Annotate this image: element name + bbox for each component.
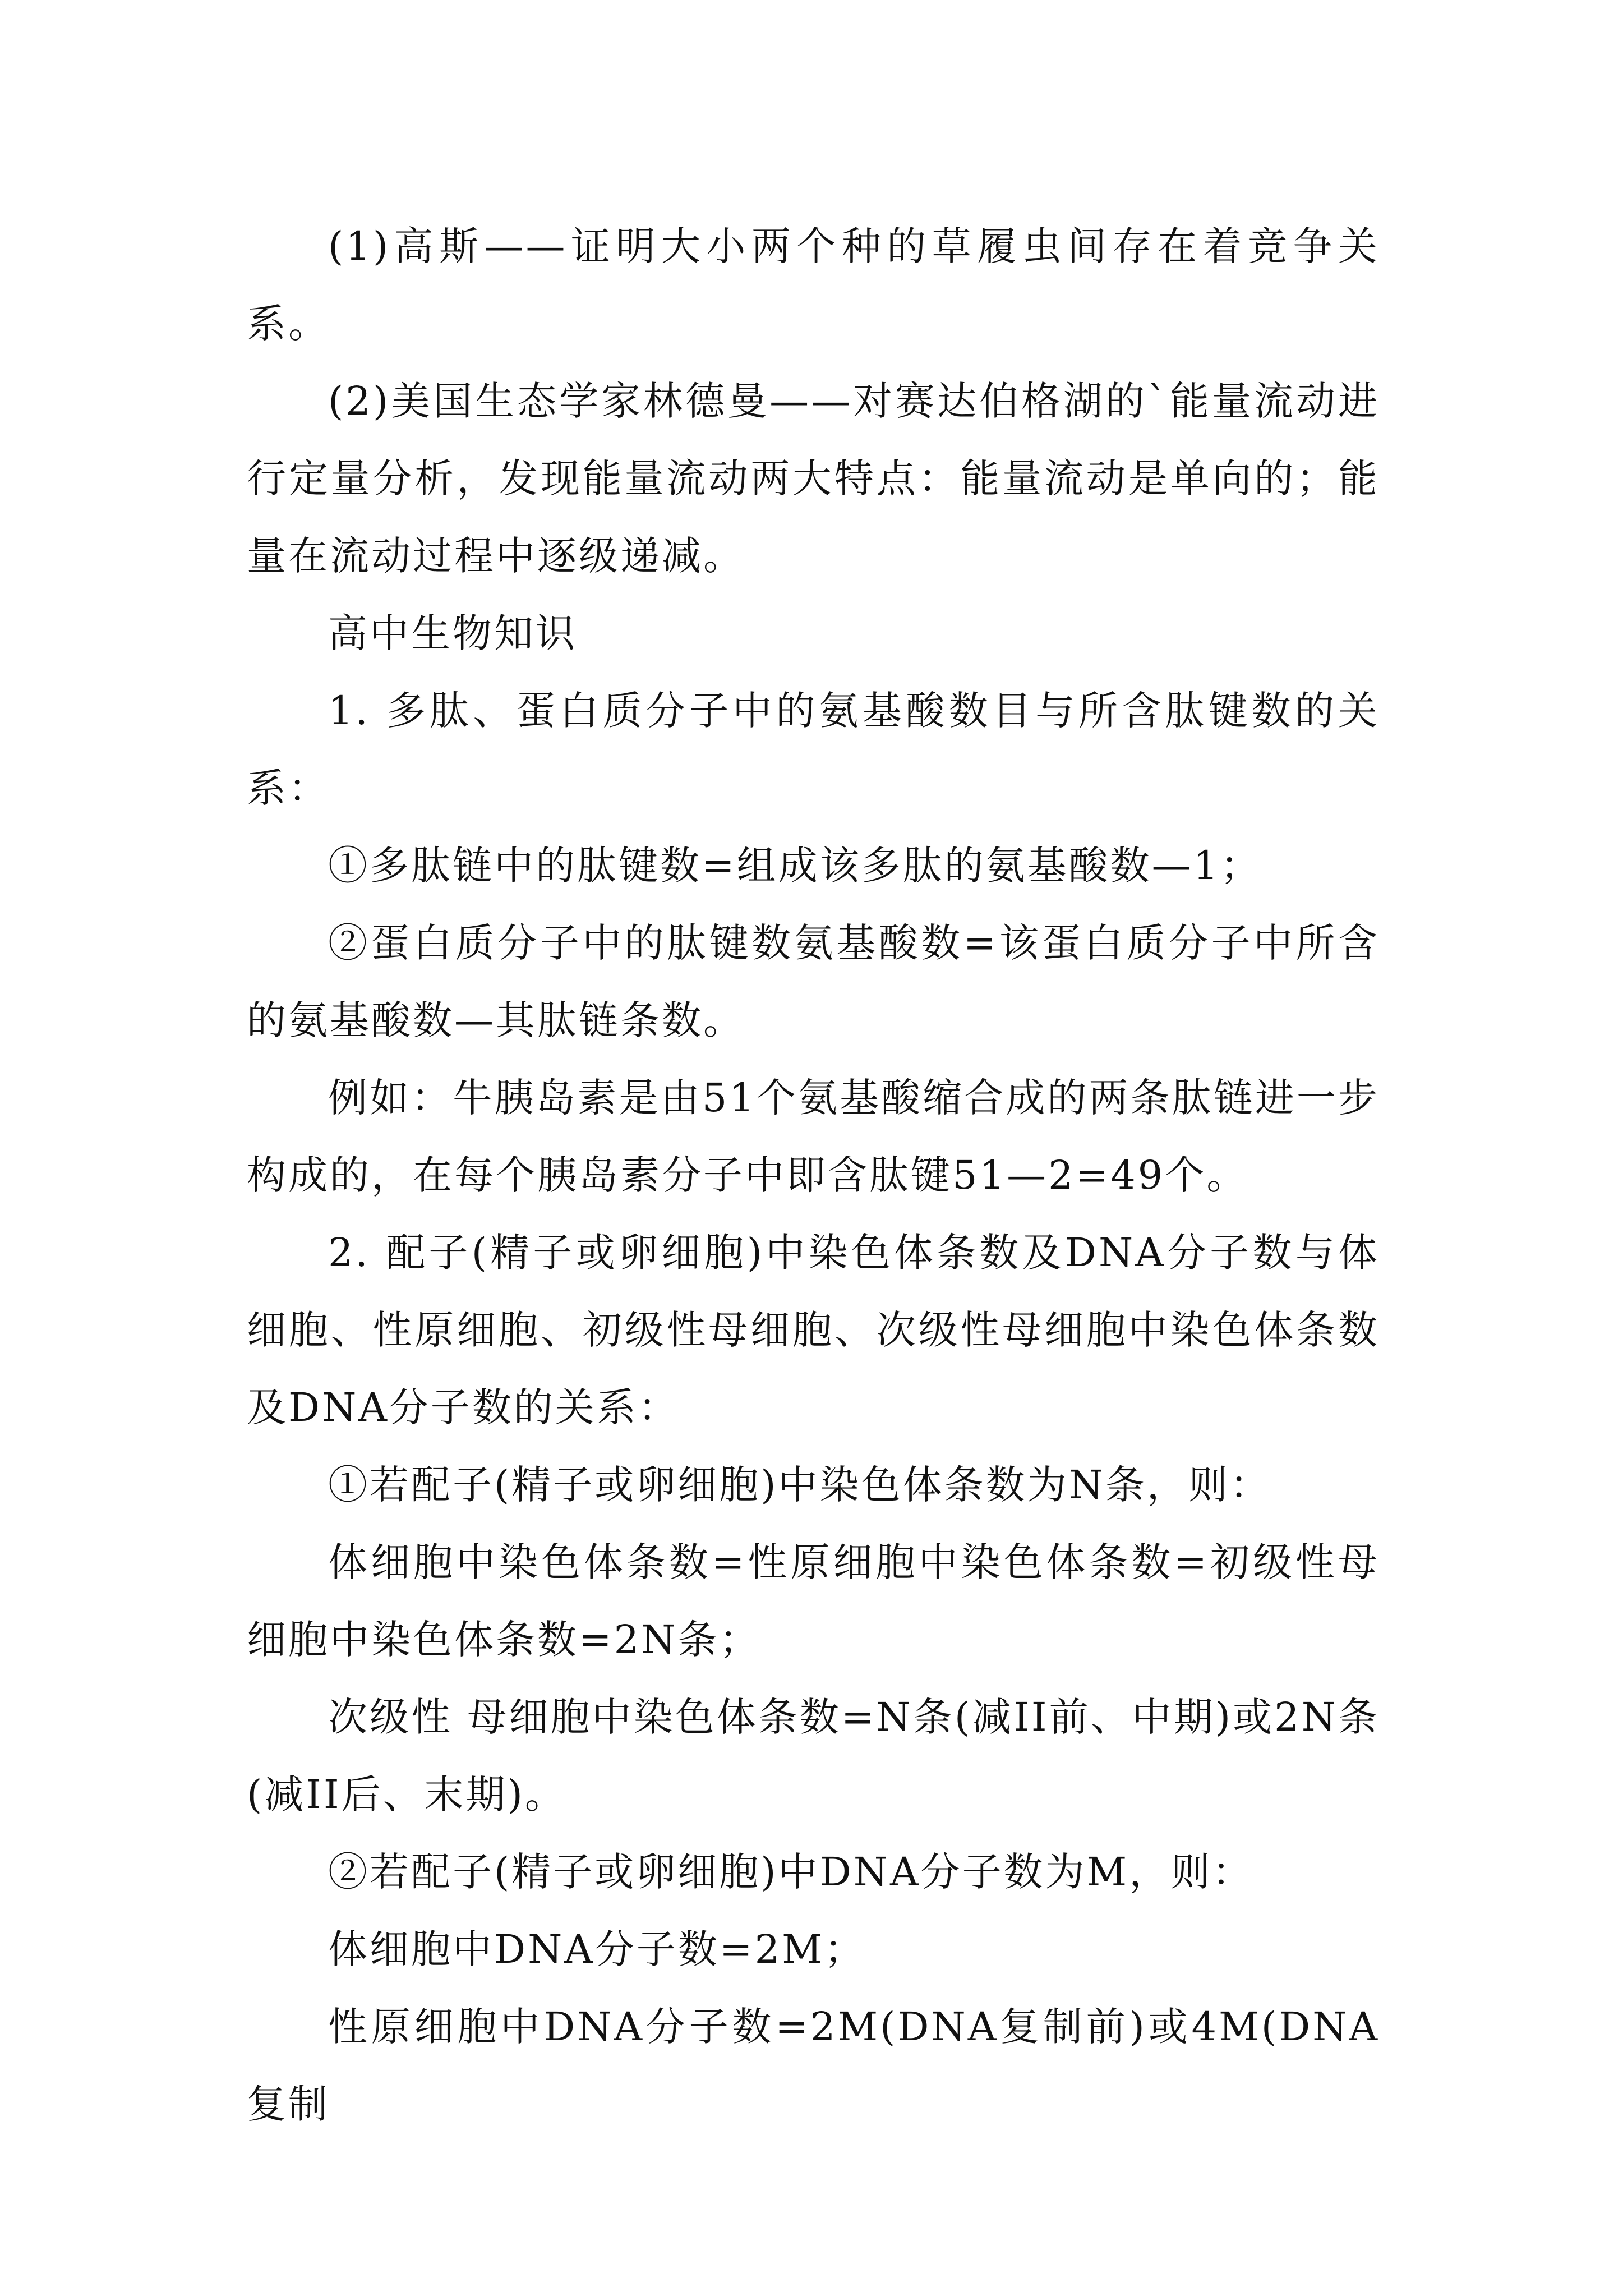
paragraph: 2. 配子(精子或卵细胞)中染色体条数及DNA分子数与体细胞、性原细胞、初级性母细胞、次级性母细胞中染色体条数及DNA分子数的关系： [247,1230,1380,1430]
paragraph: 1. 多肽、蛋白质分子中的氨基酸数目与所含肽键数的关系： [247,688,1380,811]
section-heading: 高中生物知识 [328,610,577,656]
paragraph: (2)美国生态学家林德曼——对赛达伯格湖的`能量流动进行定量分析，发现能量流动两大特点：能量流动是单向的；能量在流动过程中逐级递减。 [247,378,1380,579]
paragraph: 体细胞中DNA分子数=2M； [328,1926,866,1972]
paragraph: (1)高斯——证明大小两个种的草履虫间存在着竞争关系。 [247,223,1380,347]
paragraph: 性原细胞中DNA分子数=2M(DNA复制前)或4M(DNA复制 [247,2004,1380,2127]
paragraph: ②蛋白质分子中的肽键数氨基酸数=该蛋白质分子中所含的氨基酸数—其肽链条数。 [247,920,1380,1043]
paragraph: ②若配子(精子或卵细胞)中DNA分子数为M，则： [328,1849,1254,1895]
paragraph: 例如：牛胰岛素是由51个氨基酸缩合成的两条肽链进一步构成的，在每个胰岛素分子中即含肽键51—2=49个。 [247,1075,1380,1198]
document-body [247,208,1380,2143]
paragraph: 体细胞中染色体条数=性原细胞中染色体条数=初级性母细胞中染色体条数=2N条； [247,1539,1380,1663]
paragraph: ①多肽链中的肽键数=组成该多肽的氨基酸数—1； [328,843,1262,889]
paragraph: 次级性 母细胞中染色体条数=N条(减II前、中期)或2N条(减II后、末期)。 [247,1694,1380,1818]
paragraph: ①若配子(精子或卵细胞)中染色体条数为N条，则： [328,1462,1271,1508]
